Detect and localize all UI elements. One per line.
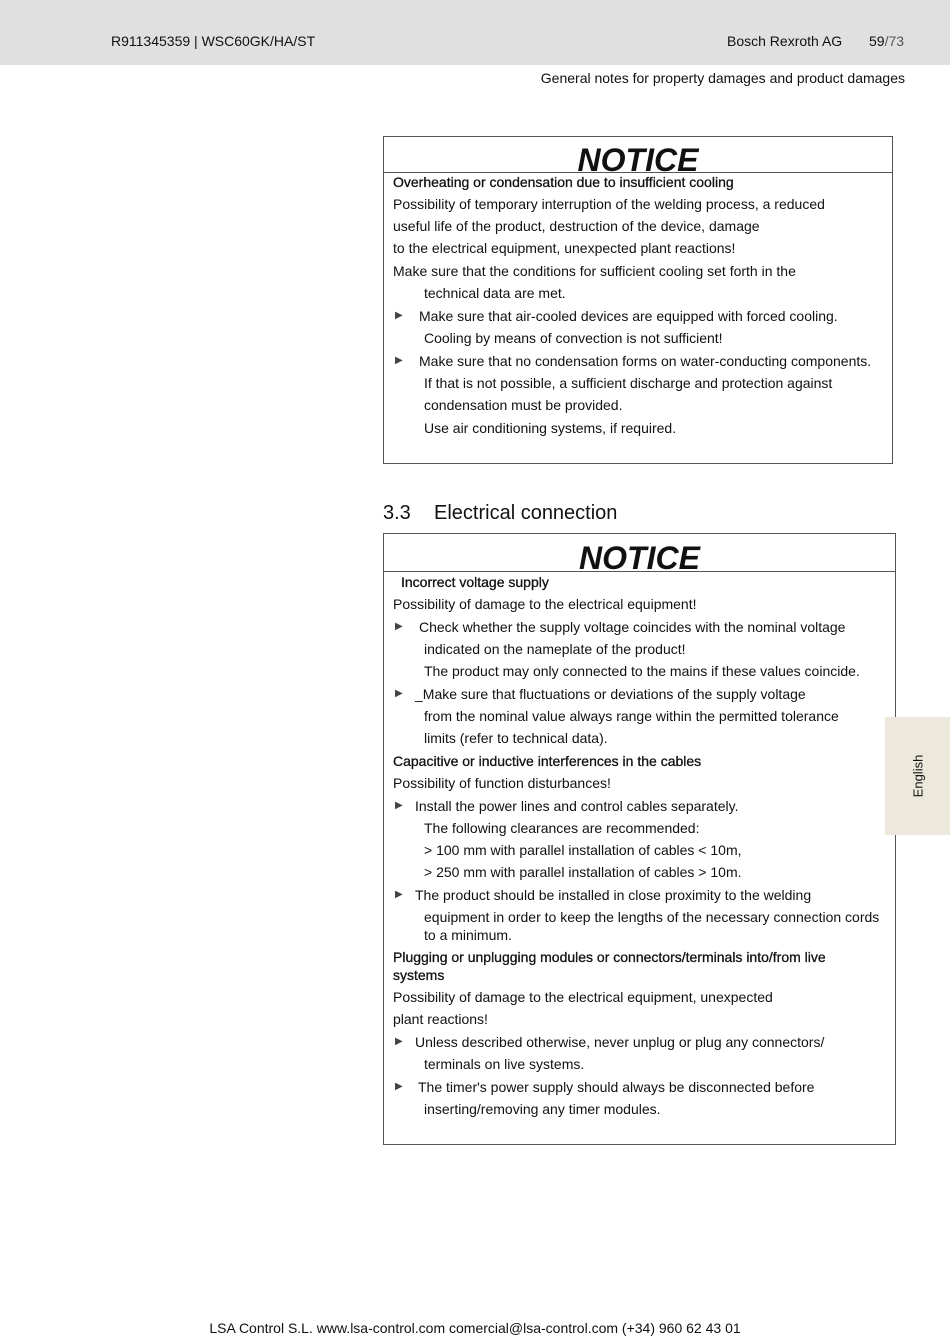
- notice-text: Possibility of function disturbances!: [393, 775, 611, 791]
- notice-heading: systems: [393, 967, 445, 983]
- notice-header: [384, 137, 892, 178]
- notice-bullet-text: Make sure that air-cooled devices are equipped with forced cooling.: [419, 308, 838, 324]
- notice-text: terminals on live systems.: [424, 1056, 585, 1072]
- notice-text: Possibility of damage to the electrical equipment!: [393, 596, 697, 612]
- triangle-right-icon: ▶: [395, 889, 403, 900]
- triangle-right-icon: ▶: [395, 621, 403, 632]
- notice-heading: Plugging or unplugging modules or connectors/terminals into/from live: [393, 949, 826, 965]
- notice-text: Cooling by means of convection is not sufficient!: [424, 330, 723, 346]
- notice-text: The following clearances are recommended:: [424, 820, 700, 836]
- notice-text: > 100 mm with parallel installation of cables < 10m,: [424, 842, 742, 858]
- notice-text: plant reactions!: [393, 1011, 488, 1027]
- notice-bullet-text: _Make sure that fluctuations or deviations of the supply voltage: [415, 686, 806, 702]
- notice-text: Make sure that the conditions for sufficient cooling set forth in the: [393, 263, 796, 279]
- notice-text: from the nominal value always range within the permitted tolerance: [424, 708, 839, 724]
- notice-text: If that is not possible, a sufficient discharge and protection against: [424, 375, 833, 391]
- notice-heading: Overheating or condensation due to insufficient cooling: [393, 174, 734, 190]
- notice-bullet-text: Make sure that no condensation forms on water-conducting components.: [419, 353, 872, 369]
- page-total: /73: [884, 33, 905, 49]
- notice-bullet-text: Install the power lines and control cables separately.: [415, 798, 739, 814]
- triangle-right-icon: ▶: [395, 688, 403, 699]
- notice-text: useful life of the product, destruction of the device, damage: [393, 218, 760, 234]
- section-heading: [383, 502, 617, 525]
- chapter-subtitle: General notes for property damages and product damages: [540, 70, 905, 86]
- notice-text: to a minimum.: [424, 927, 512, 943]
- notice-text: The product may only connected to the mains if these values coincide.: [424, 663, 860, 679]
- notice-text: equipment in order to keep the lengths of the necessary connection cords: [424, 909, 880, 925]
- notice-text: Possibility of temporary interruption of the welding process, a reduced: [393, 196, 825, 212]
- notice-text: Use air conditioning systems, if required.: [424, 420, 677, 436]
- notice-bullet-text: The product should be installed in close proximity to the welding: [415, 887, 812, 903]
- language-tab: [885, 717, 950, 835]
- notice-text: > 250 mm with parallel installation of cables > 10m.: [424, 864, 742, 880]
- triangle-right-icon: ▶: [395, 800, 403, 811]
- company-name: Bosch Rexroth AG: [727, 33, 843, 49]
- notice-title: NOTICE: [579, 540, 700, 576]
- notice-text: technical data are met.: [424, 285, 566, 301]
- notice-heading: Incorrect voltage supply: [401, 574, 549, 590]
- notice-text: condensation must be provided.: [424, 397, 623, 413]
- notice-title: NOTICE: [577, 142, 699, 178]
- notice-header: [384, 534, 895, 576]
- triangle-right-icon: ▶: [395, 355, 403, 366]
- notice-box-cooling: [383, 136, 893, 464]
- notice-text: inserting/removing any timer modules.: [424, 1101, 661, 1117]
- notice-text: to the electrical equipment, unexpected plant reactions!: [393, 240, 736, 256]
- page-current: 59: [869, 33, 885, 49]
- notice-text: Possibility of damage to the electrical equipment, unexpected: [393, 989, 773, 1005]
- triangle-right-icon: ▶: [395, 1036, 403, 1047]
- language-label: English: [910, 754, 925, 798]
- notice-heading: Capacitive or inductive interferences in the cables: [393, 753, 702, 769]
- notice-box-electrical: [383, 533, 896, 1145]
- notice-bullet-text: Unless described otherwise, never unplug or plug any connectors/: [415, 1034, 825, 1050]
- document-id: R911345359 | WSC60GK/HA/ST: [111, 33, 316, 49]
- notice-text: indicated on the nameplate of the product!: [424, 641, 686, 657]
- page-footer: LSA Control S.L. www.lsa-control.com comercial@lsa-control.com (+34) 960 62 43 01: [209, 1320, 741, 1336]
- triangle-right-icon: ▶: [395, 310, 403, 321]
- notice-bullet-text: Check whether the supply voltage coincides with the nominal voltage: [419, 619, 846, 635]
- notice-text: limits (refer to technical data).: [424, 730, 608, 746]
- notice-bullet-text: The timer's power supply should always be disconnected before: [418, 1079, 815, 1095]
- page-number: [869, 33, 904, 49]
- section-number: 3.3: [383, 502, 411, 524]
- triangle-right-icon: ▶: [395, 1081, 403, 1092]
- section-title: Electrical connection: [434, 502, 618, 524]
